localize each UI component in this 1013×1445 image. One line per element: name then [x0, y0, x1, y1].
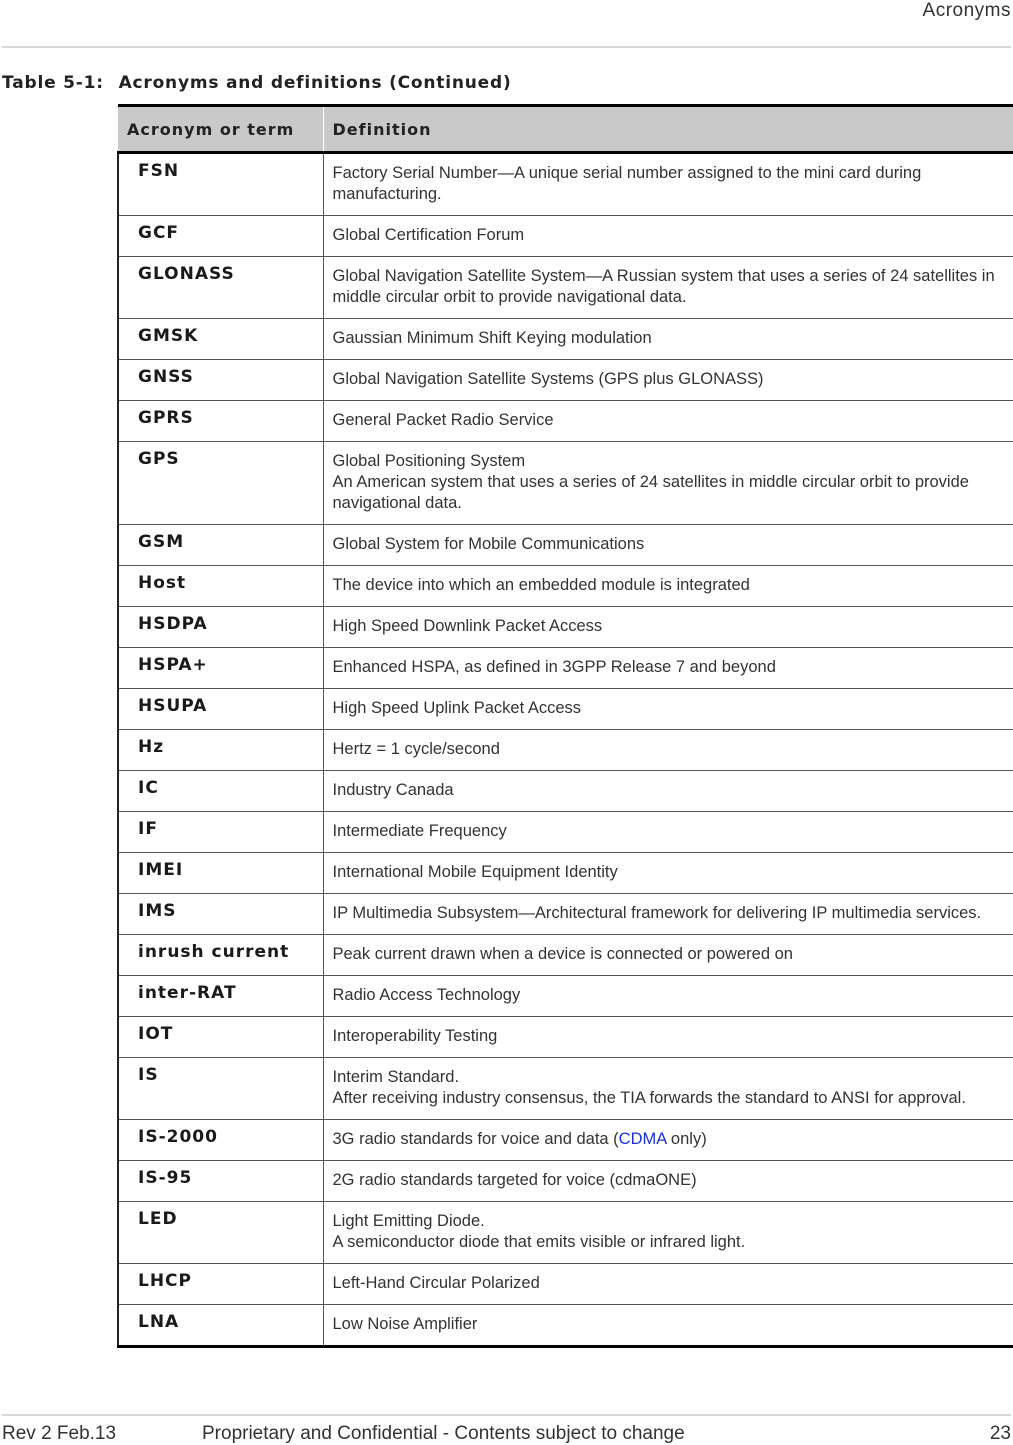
acronym-definition: [323, 853, 1013, 894]
acronym-term: HSDPA: [118, 607, 323, 648]
table-row: [118, 401, 1013, 442]
acronym-definition: [323, 216, 1013, 257]
definition-line: Radio Access Technology: [332, 986, 521, 1004]
acronym-term: HSUPA: [118, 689, 323, 730]
column-header-term: Acronym or term: [118, 106, 323, 153]
table-row: [118, 257, 1013, 319]
table-header-row: [118, 106, 1013, 153]
table-row: [118, 1305, 1013, 1347]
table-row: [118, 442, 1013, 525]
acronym-term: IS-95: [118, 1161, 323, 1202]
acronym-term: GMSK: [118, 319, 323, 360]
column-header-definition: Definition: [323, 106, 1013, 153]
definition-line: Low Noise Amplifier: [332, 1315, 478, 1333]
acronym-term: IS: [118, 1058, 323, 1120]
acronym-definition: [323, 689, 1013, 730]
table-row: [118, 894, 1013, 935]
definition-text: 3G radio standards for voice and data (: [332, 1130, 619, 1148]
footer-notice: Proprietary and Confidential - Contents subject to change: [202, 1423, 685, 1444]
acronym-term: LNA: [118, 1305, 323, 1347]
acronym-term: FSN: [118, 153, 323, 216]
definition-line: High Speed Uplink Packet Access: [332, 699, 582, 717]
acronym-definition: [323, 607, 1013, 648]
acronym-definition: [323, 1161, 1013, 1202]
definition-line: General Packet Radio Service: [332, 411, 554, 429]
table-row: [118, 853, 1013, 894]
definition-line: Light Emitting Diode.: [332, 1212, 485, 1230]
definition-line: Enhanced HSPA, as defined in 3GPP Release 7 and beyond: [332, 658, 776, 676]
acronym-definition: [323, 360, 1013, 401]
definition-line: A semiconductor diode that emits visible or infrared light.: [332, 1233, 746, 1251]
definition-line: Hertz = 1 cycle/second: [332, 740, 500, 758]
cdma-link[interactable]: CDMA: [618, 1130, 667, 1148]
acronym-term: IMEI: [118, 853, 323, 894]
table-row: [118, 360, 1013, 401]
acronym-definition: [323, 1017, 1013, 1058]
acronym-term: Hz: [118, 730, 323, 771]
table-caption-number: Table 5-1:: [2, 73, 104, 93]
acronym-definition: [323, 566, 1013, 607]
page-header-title: Acronyms: [922, 0, 1011, 21]
table-row: [118, 1161, 1013, 1202]
footer-page-number: 23: [989, 1423, 1011, 1444]
definition-line: Interim Standard.: [332, 1068, 460, 1086]
acronym-term: GNSS: [118, 360, 323, 401]
acronym-definition: [323, 935, 1013, 976]
acronym-definition: [323, 648, 1013, 689]
acronym-term: IC: [118, 771, 323, 812]
table-row: [118, 1264, 1013, 1305]
acronym-definition: [323, 525, 1013, 566]
table-row: [118, 1017, 1013, 1058]
definition-line: High Speed Downlink Packet Access: [332, 617, 603, 635]
definition-line: IP Multimedia Subsystem—Architectural framework for delivering IP multimedia services.: [332, 904, 982, 922]
acronym-term: inter-RAT: [118, 976, 323, 1017]
table-row: [118, 1120, 1013, 1161]
definition-line: Gaussian Minimum Shift Keying modulation: [332, 329, 652, 347]
definition-line: Global Navigation Satellite Systems (GPS plus GLONASS): [332, 370, 764, 388]
table-row: [118, 812, 1013, 853]
definition-line: International Mobile Equipment Identity: [332, 863, 618, 881]
acronym-definition: [323, 812, 1013, 853]
acronym-term: LHCP: [118, 1264, 323, 1305]
table-row: [118, 153, 1013, 216]
acronym-definition: [323, 771, 1013, 812]
definition-line: An American system that uses a series of 24 satellites in middle circular orbit to provide navigational data.: [332, 473, 969, 512]
definition-line: Peak current drawn when a device is connected or powered on: [332, 945, 793, 963]
acronym-term: GPRS: [118, 401, 323, 442]
definition-line: Factory Serial Number—A unique serial number assigned to the mini card during manufacturing.: [332, 164, 922, 203]
acronym-term: inrush current: [118, 935, 323, 976]
definition-line: Interoperability Testing: [332, 1027, 498, 1045]
acronym-term: GLONASS: [118, 257, 323, 319]
definition-line: Left-Hand Circular Polarized: [332, 1274, 540, 1292]
table-row: [118, 525, 1013, 566]
table-row: [118, 730, 1013, 771]
acronym-term: GCF: [118, 216, 323, 257]
acronym-definition: [323, 319, 1013, 360]
table-row: [118, 935, 1013, 976]
table-caption-title: Acronyms and definitions (Continued): [118, 73, 512, 93]
table-row: [118, 689, 1013, 730]
acronym-definition: [323, 730, 1013, 771]
table-row: [118, 566, 1013, 607]
acronym-term: IOT: [118, 1017, 323, 1058]
acronym-definition: [323, 442, 1013, 525]
footer-revision: Rev 2 Feb.13: [2, 1423, 117, 1444]
acronym-definition: [323, 153, 1013, 216]
definition-line: Global Positioning System: [332, 452, 526, 470]
table-caption: [2, 73, 512, 93]
acronym-definition: [323, 894, 1013, 935]
table-row: [118, 976, 1013, 1017]
acronym-definition: [323, 976, 1013, 1017]
acronym-term: IF: [118, 812, 323, 853]
table-row: [118, 771, 1013, 812]
table-row: [118, 607, 1013, 648]
definition-line: After receiving industry consensus, the TIA forwards the standard to ANSI for approval.: [332, 1089, 966, 1107]
definition-line: Industry Canada: [332, 781, 454, 799]
table-row: [118, 216, 1013, 257]
definition-line: Global Navigation Satellite System—A Russian system that uses a series of 24 satellites in middle circular orbit to provide navigational data.: [332, 267, 995, 306]
acronym-definition: [323, 1120, 1013, 1161]
table-row: [118, 319, 1013, 360]
table-row: [118, 1202, 1013, 1264]
footer-divider: [2, 1414, 1011, 1416]
acronym-definition: [323, 1058, 1013, 1120]
acronym-term: HSPA+: [118, 648, 323, 689]
table-body: [118, 153, 1013, 1347]
definition-line: Global System for Mobile Communications: [332, 535, 645, 553]
acronym-term: IMS: [118, 894, 323, 935]
acronym-term: IS-2000: [118, 1120, 323, 1161]
header-divider: [2, 46, 1011, 48]
acronym-definition: [323, 1305, 1013, 1347]
acronym-definition: [323, 1264, 1013, 1305]
definition-line: 2G radio standards targeted for voice (cdmaONE): [332, 1171, 697, 1189]
definition-line: Global Certification Forum: [332, 226, 525, 244]
acronym-definition: [323, 401, 1013, 442]
acronym-term: GPS: [118, 442, 323, 525]
definition-line: Intermediate Frequency: [332, 822, 507, 840]
acronym-term: GSM: [118, 525, 323, 566]
acronyms-table: [117, 104, 1013, 1348]
acronym-definition: [323, 257, 1013, 319]
acronym-definition: [323, 1202, 1013, 1264]
definition-line: The device into which an embedded module is integrated: [332, 576, 750, 594]
definition-text: only): [666, 1130, 707, 1148]
acronym-term: LED: [118, 1202, 323, 1264]
acronym-term: Host: [118, 566, 323, 607]
table-row: [118, 1058, 1013, 1120]
table-row: [118, 648, 1013, 689]
